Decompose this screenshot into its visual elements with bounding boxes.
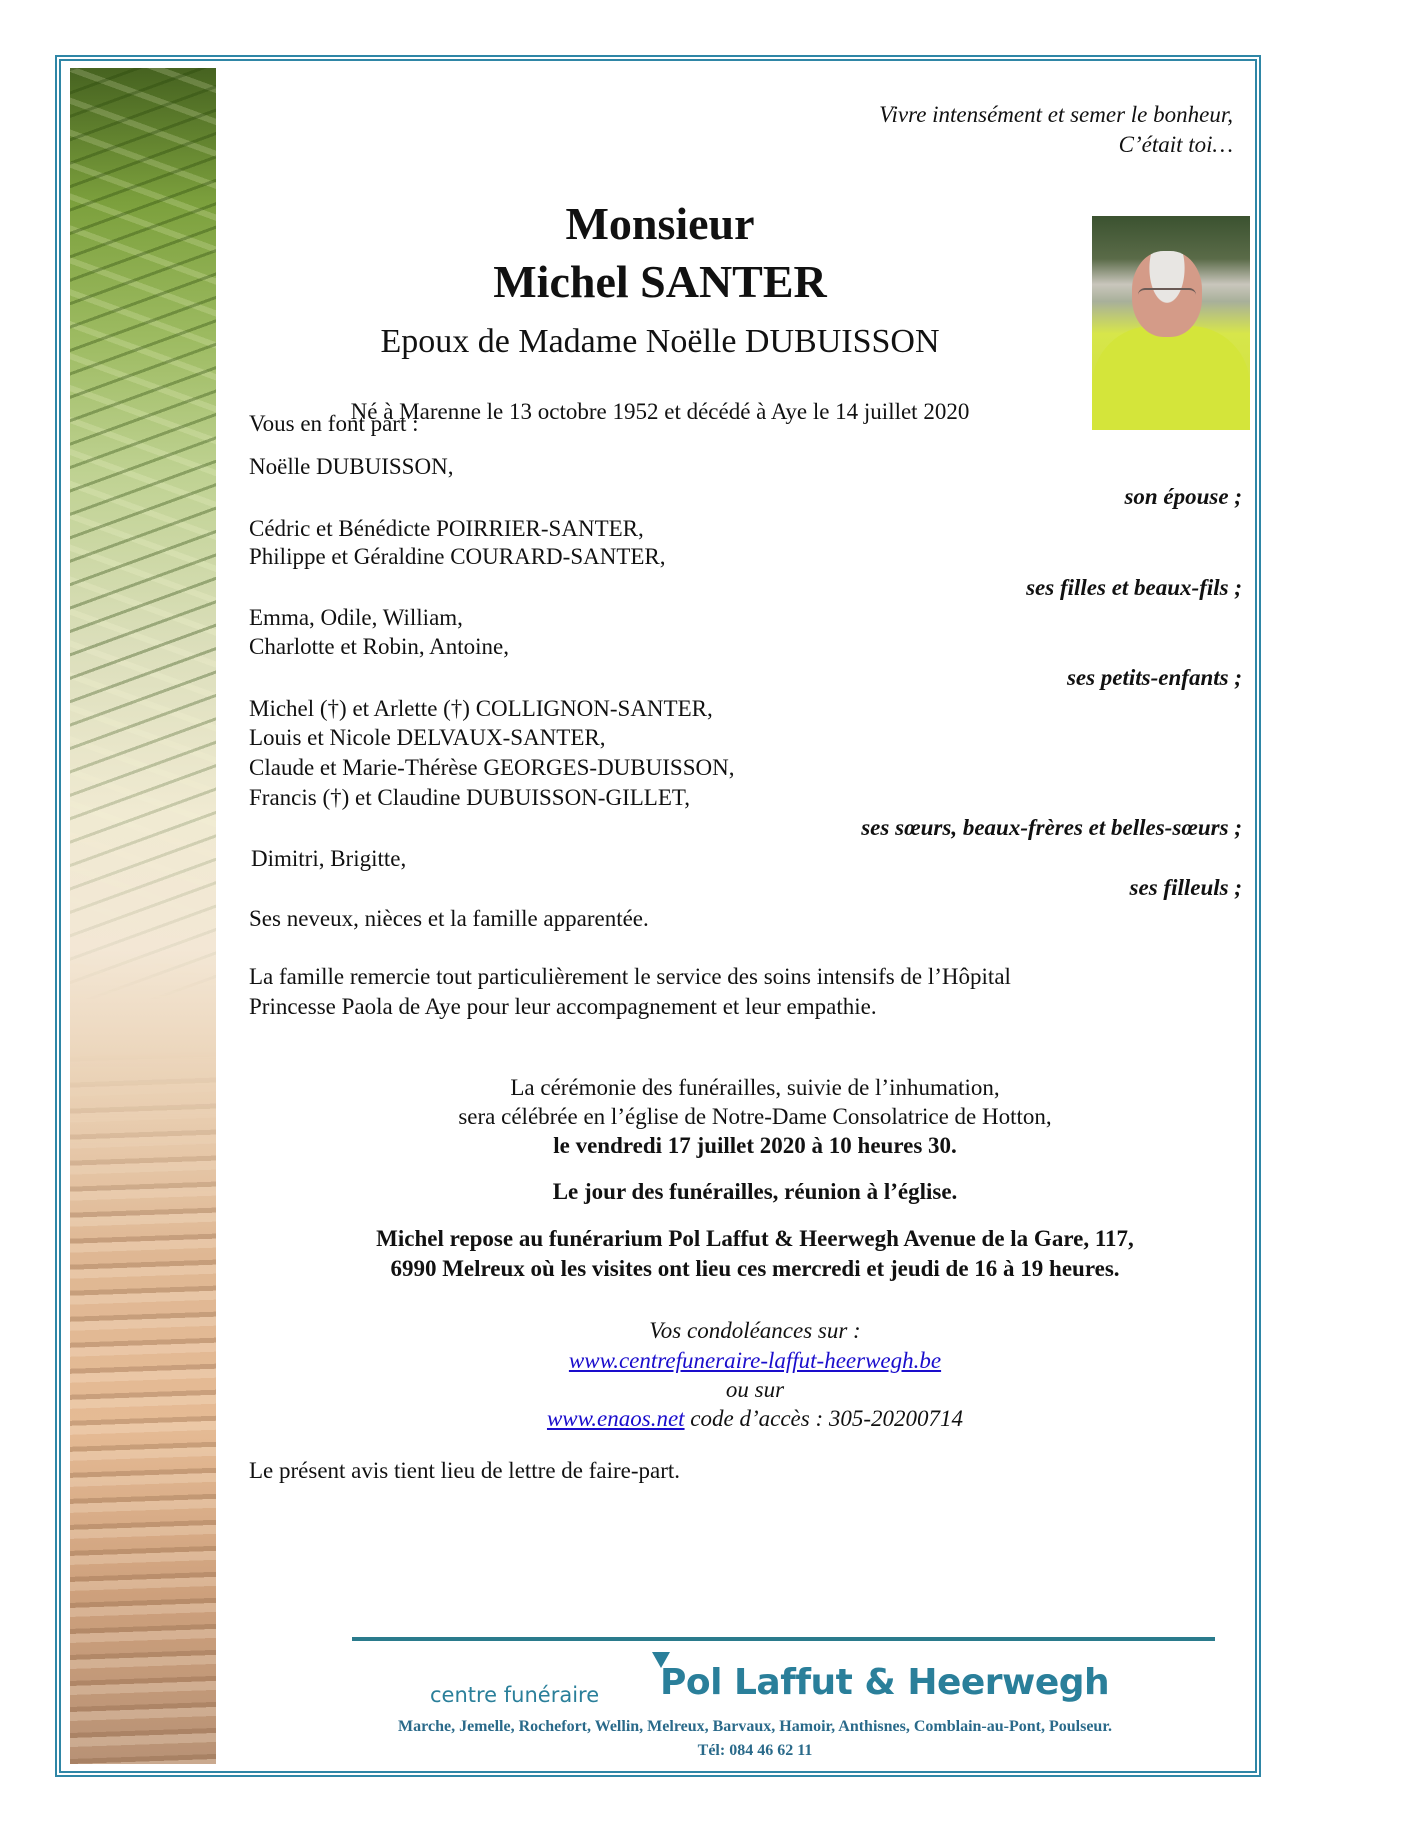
ceremony-date: le vendredi 17 juillet 2020 à 10 heures 30.: [553, 1133, 957, 1158]
birth-death-line: Né à Marenne le 13 octobre 1952 et décédé à Aye le 14 juillet 2020: [350, 399, 970, 424]
photo-shirt-shape: [1092, 326, 1250, 430]
meeting-note: Le jour des funérailles, réunion à l’église.: [552, 1179, 958, 1204]
family-name-line: Emma, Odile, William,: [249, 605, 463, 630]
enaos-website-link[interactable]: www.enaos.net: [546, 1406, 685, 1431]
deceased-title: [250, 195, 1070, 311]
family-name-line: Claude et Marie-Thérèse GEORGES-DUBUISSON,: [249, 755, 735, 780]
spouse-line: Epoux de Madame Noëlle DUBUISSON: [380, 323, 940, 360]
thanks-line-1: La famille remercie tout particulièrement le service des soins intensifs de l’Hôpital: [249, 964, 1011, 989]
extended-family-line: Ses neveux, nièces et la famille apparentée.: [249, 906, 649, 931]
photo-glasses-shape: [1138, 288, 1196, 302]
family-name-line: Noëlle DUBUISSON,: [249, 454, 454, 479]
ceremony-line-2: sera célébrée en l’église de Notre-Dame Consolatrice de Hotton,: [458, 1104, 1052, 1129]
forest-path-decorative-image: [70, 68, 216, 1764]
family-name-line: Michel (†) et Arlette (†) COLLIGNON-SANTER,: [249, 696, 713, 721]
logo-prefix: centre funéraire: [430, 1683, 600, 1707]
repose-line-1: Michel repose au funérarium Pol Laffut & Heerwegh Avenue de la Gare, 117,: [376, 1226, 1134, 1251]
intro-text: Vous en font part :: [249, 411, 419, 436]
access-code: code d’accès : 305-20200714: [684, 1406, 964, 1431]
epigraph-quote: [879, 100, 1233, 160]
condolences-or: ou sur: [725, 1377, 785, 1402]
logo-phone: Tél: 084 46 62 11: [697, 1742, 813, 1759]
family-name-line: Cédric et Bénédicte POIRRIER-SANTER,: [249, 516, 644, 541]
family-name-line: Francis (†) et Claudine DUBUISSON-GILLET,: [249, 785, 690, 810]
repose-line-2: 6990 Melreux où les visites ont lieu ces mercredi et jeudi de 16 à 19 heures.: [390, 1256, 1120, 1281]
page-border-inner: [59, 59, 1257, 1773]
family-name-line: Charlotte et Robin, Antoine,: [249, 634, 509, 659]
condolences-intro: Vos condoléances sur :: [649, 1318, 861, 1343]
relation-label: ses filleuls ;: [1129, 875, 1242, 900]
logo-divider: [352, 1637, 1215, 1641]
family-name-line: Dimitri, Brigitte,: [251, 846, 407, 871]
closing-note: Le présent avis tient lieu de lettre de faire-part.: [249, 1458, 681, 1483]
relation-label: ses sœurs, beaux-frères et belles-sœurs ;: [861, 815, 1242, 840]
portrait-photo: [1092, 216, 1250, 430]
thanks-line-2: Princesse Paola de Aye pour leur accompagnement et leur empathie.: [249, 994, 877, 1019]
condolences-link-row: [250, 1345, 1260, 1376]
deceased-name: Michel SANTER: [493, 256, 827, 307]
honorific: Monsieur: [565, 198, 755, 249]
funeral-home-website-link[interactable]: www.centrefuneraire-laffut-heerwegh.be: [568, 1348, 942, 1373]
enaos-row: [250, 1403, 1260, 1434]
quote-line-1: Vivre intensément et semer le bonheur,: [879, 102, 1233, 127]
family-name-line: Louis et Nicole DELVAUX-SANTER,: [249, 725, 606, 750]
relation-label: son épouse ;: [1124, 484, 1242, 509]
logo-brand: Pol Laffut & Heerwegh: [660, 1662, 1110, 1703]
logo-towns: Marche, Jemelle, Rochefort, Wellin, Melreux, Barvaux, Hamoir, Anthisnes, Comblain-au-Pont, Poulseur.: [398, 1718, 1112, 1735]
relation-label: ses petits-enfants ;: [1066, 665, 1242, 690]
family-name-line: Philippe et Géraldine COURARD-SANTER,: [249, 544, 666, 569]
quote-line-2: C’était toi…: [1118, 132, 1233, 157]
ceremony-line-1: La cérémonie des funérailles, suivie de l’inhumation,: [510, 1075, 1000, 1100]
relation-label: ses filles et beaux-fils ;: [1026, 575, 1242, 600]
